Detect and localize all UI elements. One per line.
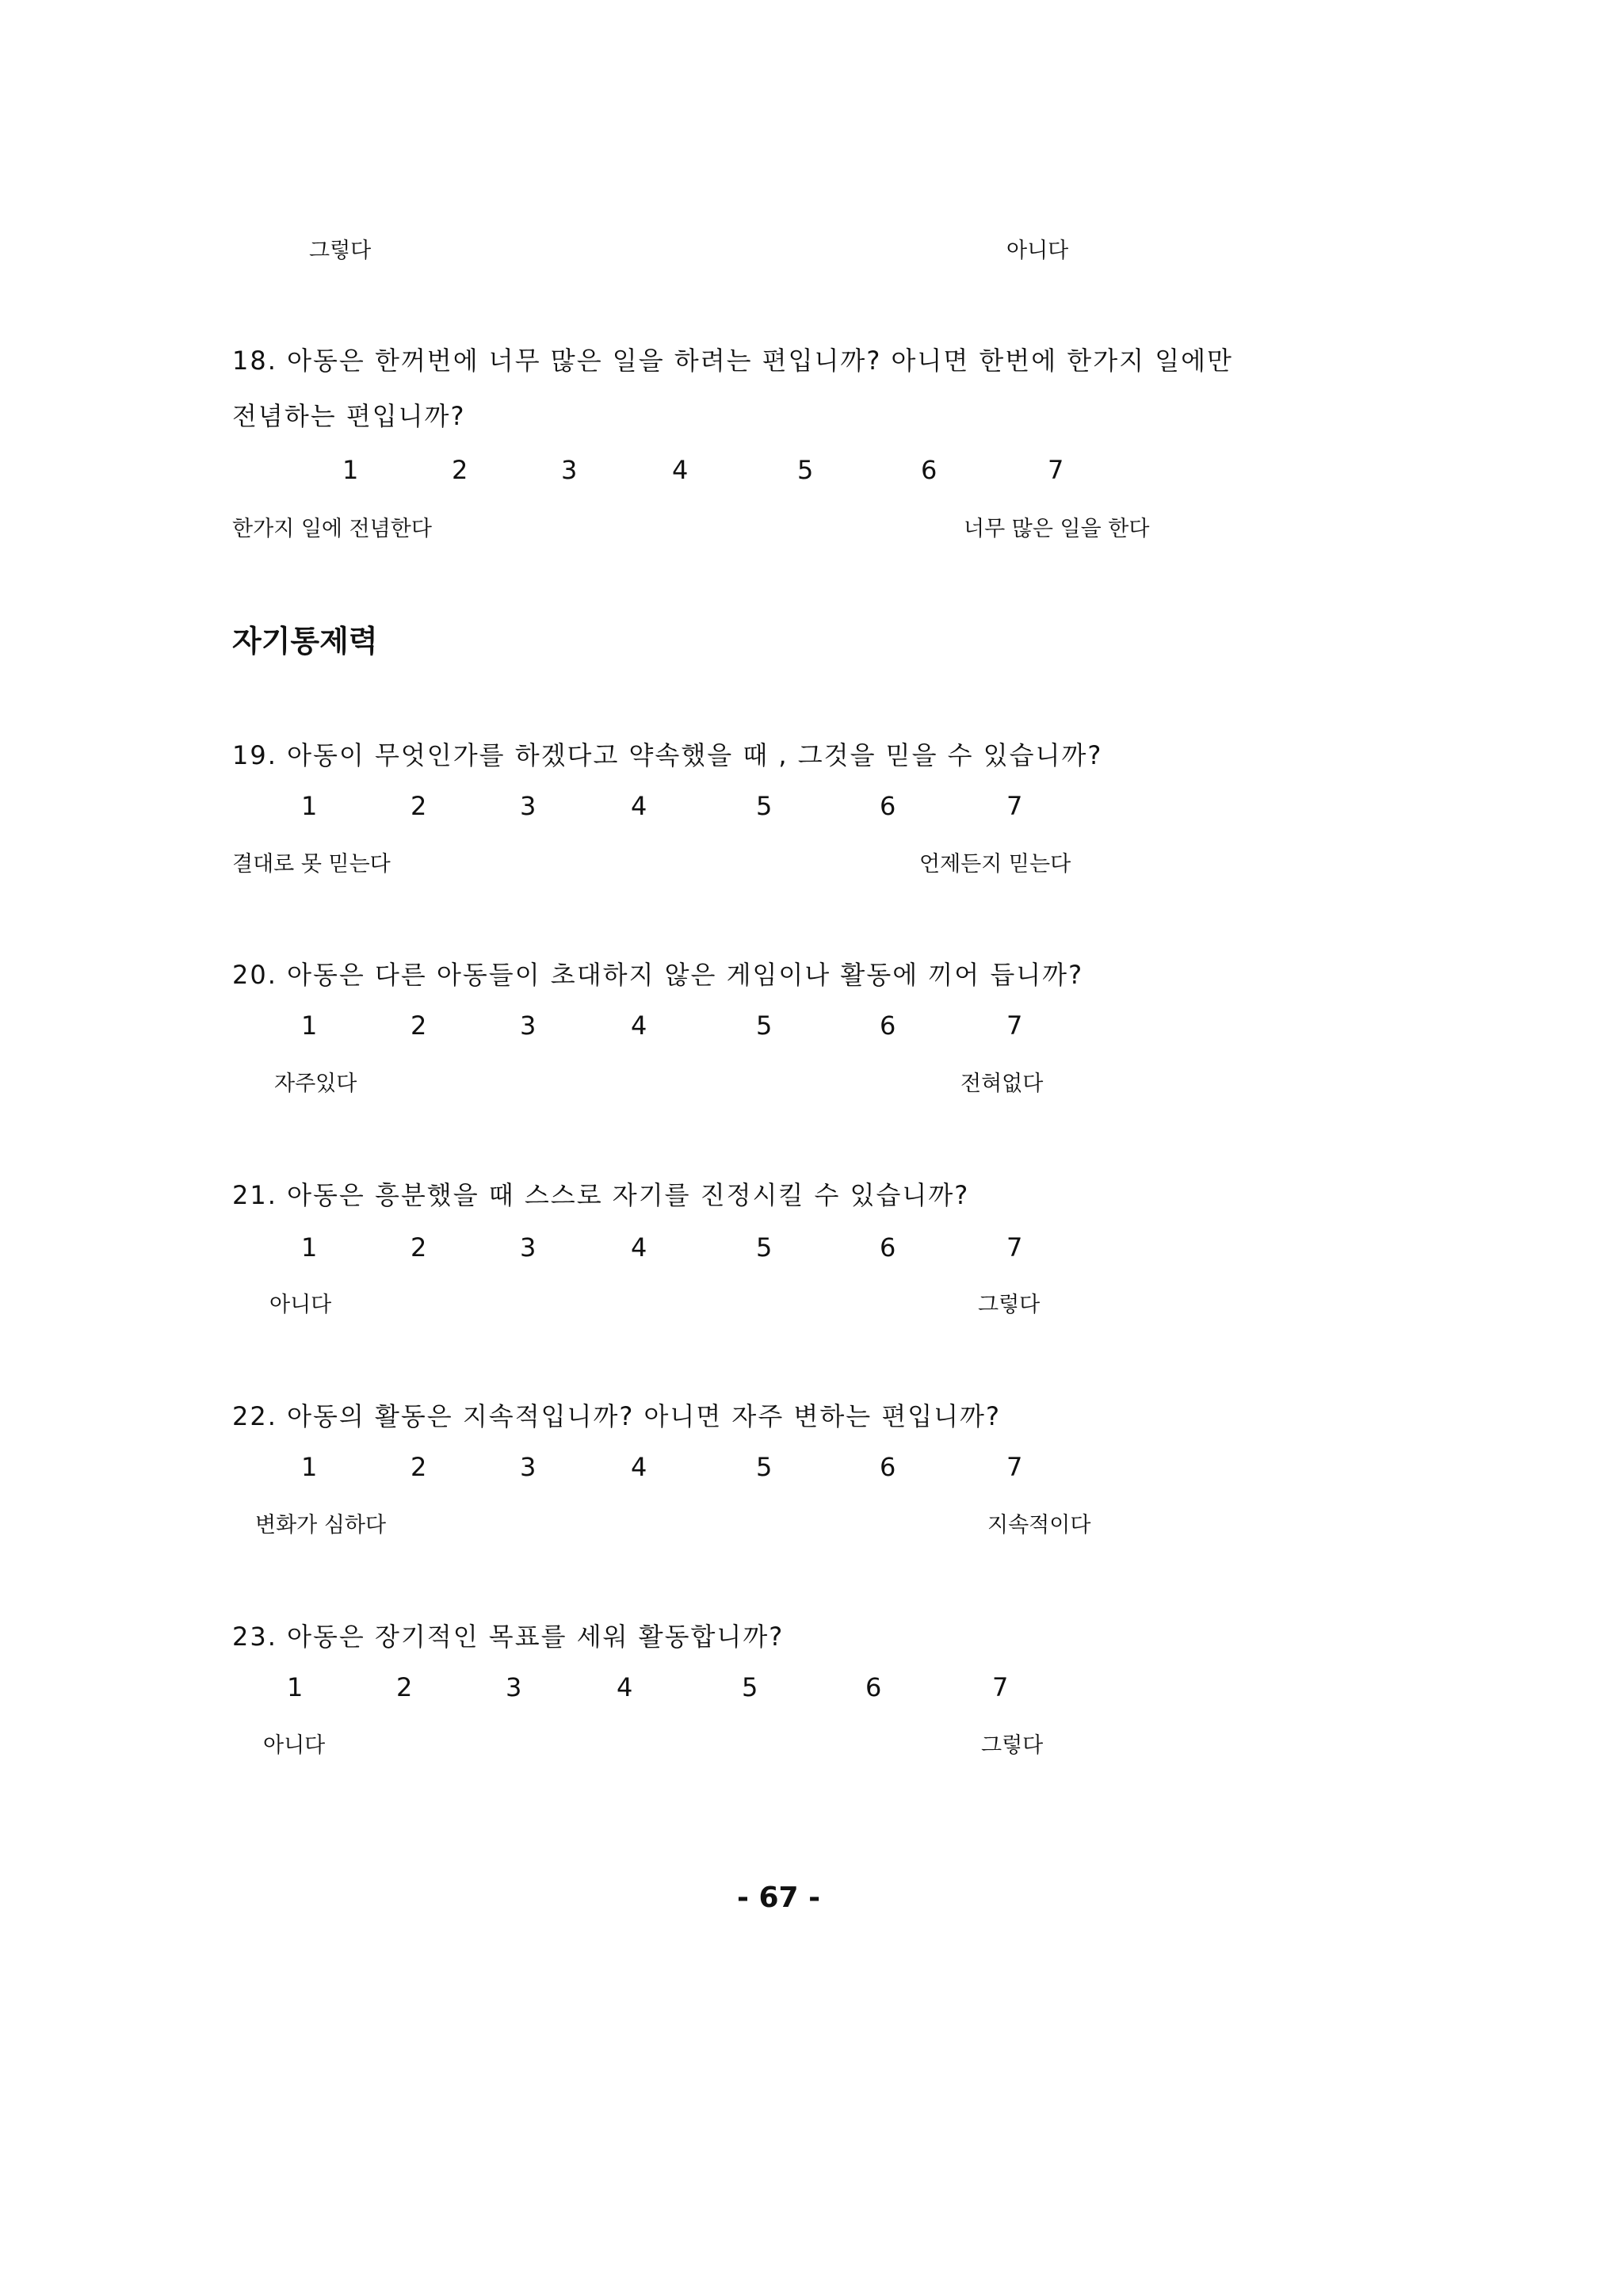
scale-option-4[interactable]: 4	[672, 455, 689, 485]
question-19-text: 19. 아동이 무엇인가를 하겠다고 약속했을 때 , 그것을 믿을 수 있습니까?	[232, 740, 1103, 770]
scale-right-label: 그렇다	[981, 1733, 1044, 1758]
scale-option-5[interactable]: 5	[756, 1232, 773, 1263]
scale-left-label: 한가지 일에 전념한다	[232, 517, 432, 541]
scale-left-label: 결대로 못 믿는다	[232, 852, 391, 877]
scale-option-1[interactable]: 1	[301, 1452, 318, 1482]
scale-option-6[interactable]: 6	[880, 1452, 896, 1482]
scale-right-label: 그렇다	[978, 1293, 1041, 1317]
scale-option-1[interactable]: 1	[301, 1232, 318, 1263]
scale-option-1[interactable]: 1	[287, 1672, 304, 1702]
scale-left-label: 아니다	[269, 1293, 332, 1317]
scale-option-4[interactable]: 4	[617, 1672, 633, 1702]
scale-option-1[interactable]: 1	[301, 1010, 318, 1041]
top-anchor-left: 그렇다	[309, 239, 372, 263]
scale-option-7[interactable]: 7	[1006, 1232, 1023, 1263]
scale-option-7[interactable]: 7	[1006, 791, 1023, 821]
scale-option-7[interactable]: 7	[1048, 455, 1064, 485]
scale-option-5[interactable]: 5	[742, 1672, 758, 1702]
scale-option-2[interactable]: 2	[411, 1010, 427, 1041]
scale-option-7[interactable]: 7	[1006, 1010, 1023, 1041]
scale-option-6[interactable]: 6	[880, 791, 896, 821]
scale-option-2[interactable]: 2	[411, 1452, 427, 1482]
scale-option-1[interactable]: 1	[342, 455, 359, 485]
scale-right-label: 너무 많은 일을 한다	[964, 517, 1150, 541]
scale-option-5[interactable]: 5	[756, 1010, 773, 1041]
scale-option-2[interactable]: 2	[396, 1672, 413, 1702]
section-title: 자기통제력	[232, 624, 378, 659]
scale-right-label: 지속적이다	[987, 1513, 1091, 1538]
question-20-text: 20. 아동은 다른 아동들이 초대하지 않은 게임이나 활동에 끼어 듭니까?	[232, 960, 1084, 990]
scale-option-3[interactable]: 3	[506, 1672, 522, 1702]
scale-option-3[interactable]: 3	[520, 1010, 537, 1041]
scale-left-label: 변화가 심하다	[255, 1513, 387, 1538]
scale-option-6[interactable]: 6	[880, 1010, 896, 1041]
scale-option-5[interactable]: 5	[797, 455, 814, 485]
scale-option-6[interactable]: 6	[921, 455, 938, 485]
scale-option-4[interactable]: 4	[631, 1232, 647, 1263]
page-number: - 67 -	[737, 1881, 821, 1914]
scale-option-2[interactable]: 2	[452, 455, 468, 485]
scale-option-5[interactable]: 5	[756, 791, 773, 821]
scale-option-4[interactable]: 4	[631, 1452, 647, 1482]
question-23-text: 23. 아동은 장기적인 목표를 세워 활동합니까?	[232, 1622, 785, 1652]
scale-option-4[interactable]: 4	[631, 791, 647, 821]
question-18-line1: 18. 아동은 한꺼번에 너무 많은 일을 하려는 편입니까? 아니면 한번에 한가지 일에만	[232, 346, 1233, 376]
question-18-line2: 전념하는 편입니까?	[232, 401, 466, 431]
scale-option-7[interactable]: 7	[992, 1672, 1009, 1702]
top-anchor-right: 아니다	[1006, 239, 1069, 263]
scale-right-label: 전혀없다	[960, 1072, 1044, 1096]
scale-option-6[interactable]: 6	[880, 1232, 896, 1263]
scale-right-label: 언제든지 믿는다	[919, 852, 1071, 877]
question-21-text: 21. 아동은 흥분했을 때 스스로 자기를 진정시킬 수 있습니까?	[232, 1180, 970, 1210]
scale-option-7[interactable]: 7	[1006, 1452, 1023, 1482]
question-22-text: 22. 아동의 활동은 지속적입니까? 아니면 자주 변하는 편입니까?	[232, 1401, 1001, 1431]
scale-option-2[interactable]: 2	[411, 1232, 427, 1263]
scale-option-3[interactable]: 3	[520, 791, 537, 821]
scale-left-label: 아니다	[263, 1733, 326, 1758]
scale-option-6[interactable]: 6	[865, 1672, 882, 1702]
scale-option-5[interactable]: 5	[756, 1452, 773, 1482]
scale-option-3[interactable]: 3	[561, 455, 578, 485]
scale-option-3[interactable]: 3	[520, 1452, 537, 1482]
scale-left-label: 자주있다	[274, 1072, 357, 1096]
scale-option-2[interactable]: 2	[411, 791, 427, 821]
scale-option-1[interactable]: 1	[301, 791, 318, 821]
scale-option-4[interactable]: 4	[631, 1010, 647, 1041]
scale-option-3[interactable]: 3	[520, 1232, 537, 1263]
